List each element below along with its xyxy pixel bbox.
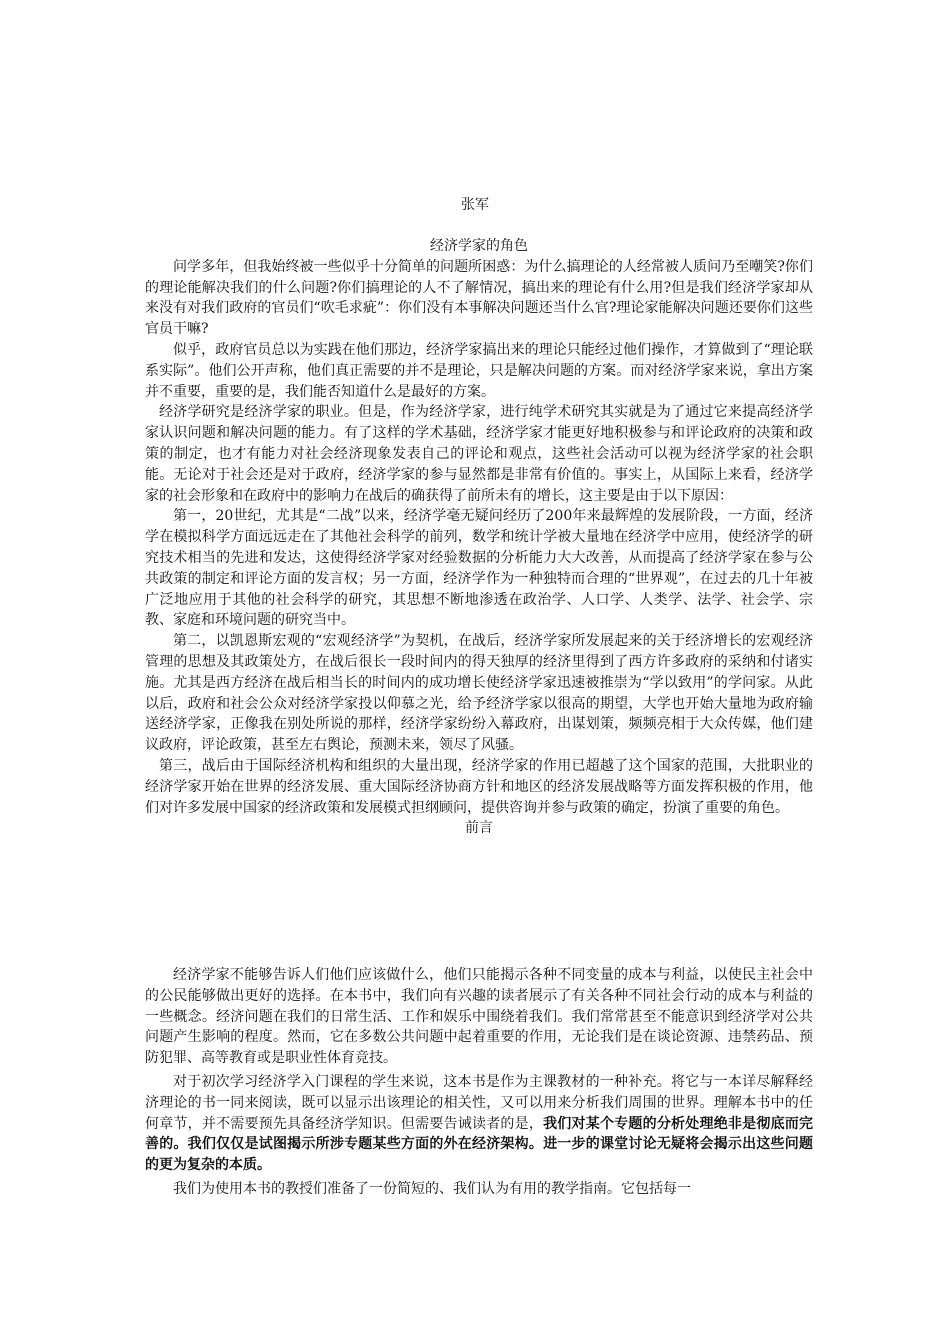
preface-title: 前言 [465,820,493,837]
article-section [145,236,813,839]
author-name: 张军 [461,197,489,213]
article-paragraph: 第三，战后由于国际经济机构和组织的大量出现，经济学家的作用已超越了这个国家的范围，大批职业的经济学家开始在世界的经济发展、重大国际经济协商方针和地区的经济发展战略等方面发挥积极的作用，他们对许多发展中国家的经济政策和发展模式担纲顾问，提供咨询并参与政策的确定，扮演了重要的角色。 [145,757,813,816]
article-paragraph: 第二，以凯恩斯宏观的“宏观经济学”为契机，在战后，经济学家所发展起来的关于经济增长的宏观经济管理的思想及其政策处方，在战后很长一段时间内的得天独厚的经济里得到了西方许多政府的采纳和付诸实施。尤其是西方经济在战后相当长的时间内的成功增长使经济学家迅速被推崇为“学以致用”的学问家。从此以后，政府和社会公众对经济学家投以仰慕之光，给予经济学家以很高的期望，大学也开始大量地为政府输送经济学家，正像我在别处所说的那样，经济学家纷纷入幕政府，出谋划策，频频亮相于大众传媒，他们建议政府，评论政策，甚至左右舆论，预测未来，领尽了风骚。 [145,633,813,754]
preface-paragraph: 经济学家不能够告诉人们他们应该做什么，他们只能揭示各种不同变量的成本与利益，以使民主社会中的公民能够做出更好的选择。在本书中，我们向有兴趣的读者展示了有关各种不同社会行动的成本与利益的一些概念。经济问题在我们的日常生活、工作和娱乐中围绕着我们。我们常常甚至不能意识到经济学对公共问题产生影响的程度。然而，它在多数公共问题中起着重要的作用，无论我们是在谈论资源、违禁药品、预防犯罪、高等教育或是职业性体育竞技。 [145,967,813,1067]
preface-paragraph [145,1072,813,1176]
article-paragraph: 似乎，政府官员总以为实践在他们那边，经济学家搞出来的理论只能经过他们操作，才算做到了“理论联系实际”。他们公开声称，他们真正需要的并不是理论，只是解决问题的方案。而对经济学家来说，拿出方案并不重要，重要的是，我们能否知道什么是最好的方案。 [145,341,813,400]
article-paragraph: 第一，20世纪，尤其是“二战”以来，经济学毫无疑问经历了200年来最辉煌的发展阶段，一方面，经济学在模拟科学方面远远走在了其他社会科学的前列，数学和统计学被大量地在经济学中应用，使经济学的研究技术相当的先进和发达，这使得经济学家对经验数据的分析能力大大改善，从而提高了经济学家在参与公共政策的制定和评论方面的发言权；另一方面，经济学作为一种独特而合理的“世界观”，在过去的几十年被广泛地应用于其他的社会科学的研究，其思想不断地渗透在政治学、人口学、人类学、法学、社会学、宗教、家庭和环境问题的研究当中。 [145,508,813,629]
preface-section [145,965,813,1200]
article-paragraph: 经济学研究是经济学家的职业。但是，作为经济学家，进行纯学术研究其实就是为了通过它来提高经济学家认识问题和解决问题的能力。有了这样的学术基础，经济学家才能更好地积极参与和评论政府的决策和政策的制定，也才有能力对社会经济现象发表自己的评论和观点，这些社会活动可以视为经济学家的社会职能。无论对于社会还是对于政府，经济学家的参与显然都是非常有价值的。事实上，从国际上来看，经济学家的社会形象和在政府中的影响力在战后的确获得了前所未有的增长，这主要是由于以下原因： [145,404,813,504]
article-title: 经济学家的角色 [430,238,528,254]
preface-paragraph: 我们为使用本书的教授们准备了一份简短的、我们认为有用的教学指南。它包括每一 [173,1180,691,1197]
preface-paragraph-bold-text: 我们对某个专题的分析处理绝非是彻底而完善的。我们仅仅是试图揭示所涉专题某些方面的外在经济架构。进一步的课堂讨论无疑将会揭示出这些问题的更为复杂的本质。 [145,1115,814,1174]
article-paragraph: 问学多年，但我始终被一些似乎十分简单的问题所困惑：为什么搞理论的人经常被人质问乃至嘲笑?你们的理论能解决我们的什么问题?你们搞理论的人不了解情况，搞出来的理论有什么用?但是我们经济学家却从来没有对我们政府的官员们“吹毛求疵”：你们没有本事解决问题还当什么官?理论家能解决问题还要你们这些官员干嘛? [145,258,813,338]
preface-paragraph-text: 对于初次学习经济学入门课程的学生来说，这本书是作为主课教材的一种补充。将它与一本详尽解释经济理论的书一同来阅读，既可以显示出该理论的相关性，又可以用来分析我们周围的世界。理解本书中的任何章节，并不需要预先具备经济学知识。但需要告诫读者的是， [145,1073,813,1132]
